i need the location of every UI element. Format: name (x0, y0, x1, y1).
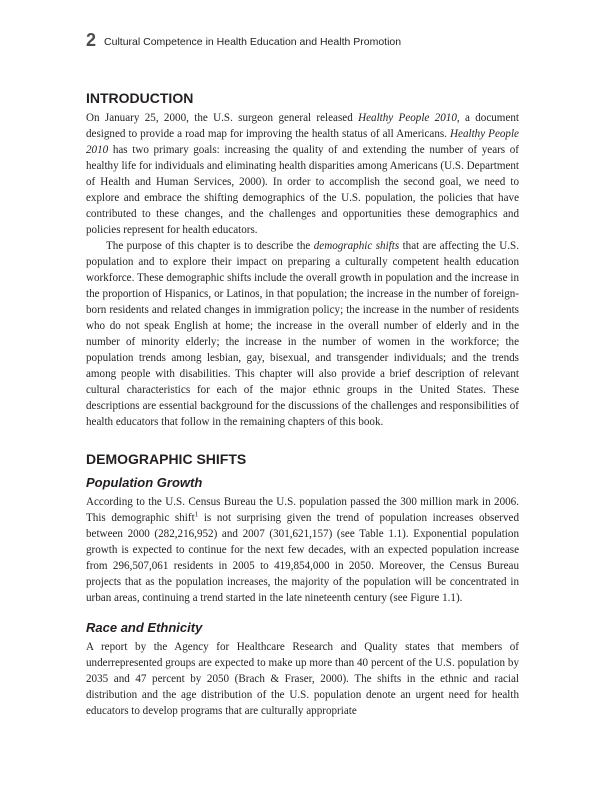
introduction-paragraph-2: The purpose of this chapter is to describe the demographic shifts that are affecting the U.S. population and to explore their impact on preparing a culturally competent health education workforce. These demographic shifts include the overall growth in population and the increase in the proportion of Hispanics, or Latinos, in that population; the increase in the number of foreign-born residents and related changes in immigration policy; the increase in the number of residents who do not speak English at home; the increase in the overall number of elderly and in the number of minority elderly; the increase in the number of women in the workforce; the population trends among lesbian, gay, bisexual, and transgender individuals; and the trends among people with disabilities. This chapter will also provide a brief description of relevant cultural characteristics for each of the major ethnic groups in the United States. These descriptions are essential background for the discussions of the challenges and responsibilities of health educators that follow in the remaining chapters of this book. (86, 240, 519, 428)
page-number: 2 (86, 30, 97, 50)
main-content (86, 86, 519, 719)
population-growth-paragraph: According to the U.S. Census Bureau the U.S. population passed the 300 million mark in 2006. This demographic shift$^1$ is not surprising given the trend of population increases observed between 2000 (282,216,952) and 2007 (301,621,157) (see Table 1.1). Exponential population growth is expected to continue for the next few decades, with an expected population increase from 296,507,061 residents in 2005 to 419,854,000 in 2050. Moreover, the Census Bureau projects that as the population increases, the majority of the population will be concentrated in urban areas, continuing a trend started in the late nineteenth century (see Figure 1.1). (86, 496, 520, 604)
demographic-shifts-heading: DEMOGRAPHIC SHIFTS (86, 451, 247, 467)
footnote-reference: 1 (194, 510, 199, 519)
population-growth-heading: Population Growth (86, 475, 203, 490)
race-ethnicity-paragraph: A report by the Agency for Healthcare Research and Quality states that members of underrepresented groups are expected to make up more than 40 percent of the U.S. population by 2035 and 47 percent by 2050 (Brach & Fraser, 2000). The shifts in the ethnic and racial distribution and the age distribution of the U.S. population denote an urgent need for health educators to develop programs that are culturally appropriate (86, 641, 519, 717)
race-ethnicity-heading: Race and Ethnicity (86, 620, 203, 635)
running-header (86, 30, 401, 51)
introduction-paragraph-1: On January 25, 2000, the U.S. surgeon general released Healthy People 2010, a document designed to provide a road map for improving the health status of all Americans. Healthy People 2010 has two primary goals: increasing the quality of and extending the number of years of healthy life for individuals and eliminating health disparities among Americans (U.S. Department of Health and Human Services, 2000). In order to accomplish the second goal, we need to explore and embrace the shifting demographics of the U.S. population, the policies that have contributed to these changes, and the challenges and opportunities these demographics and policies represent for health educators. (86, 112, 519, 236)
running-title: Cultural Competence in Health Education and Health Promotion (104, 36, 402, 48)
introduction-heading: INTRODUCTION (86, 90, 194, 106)
